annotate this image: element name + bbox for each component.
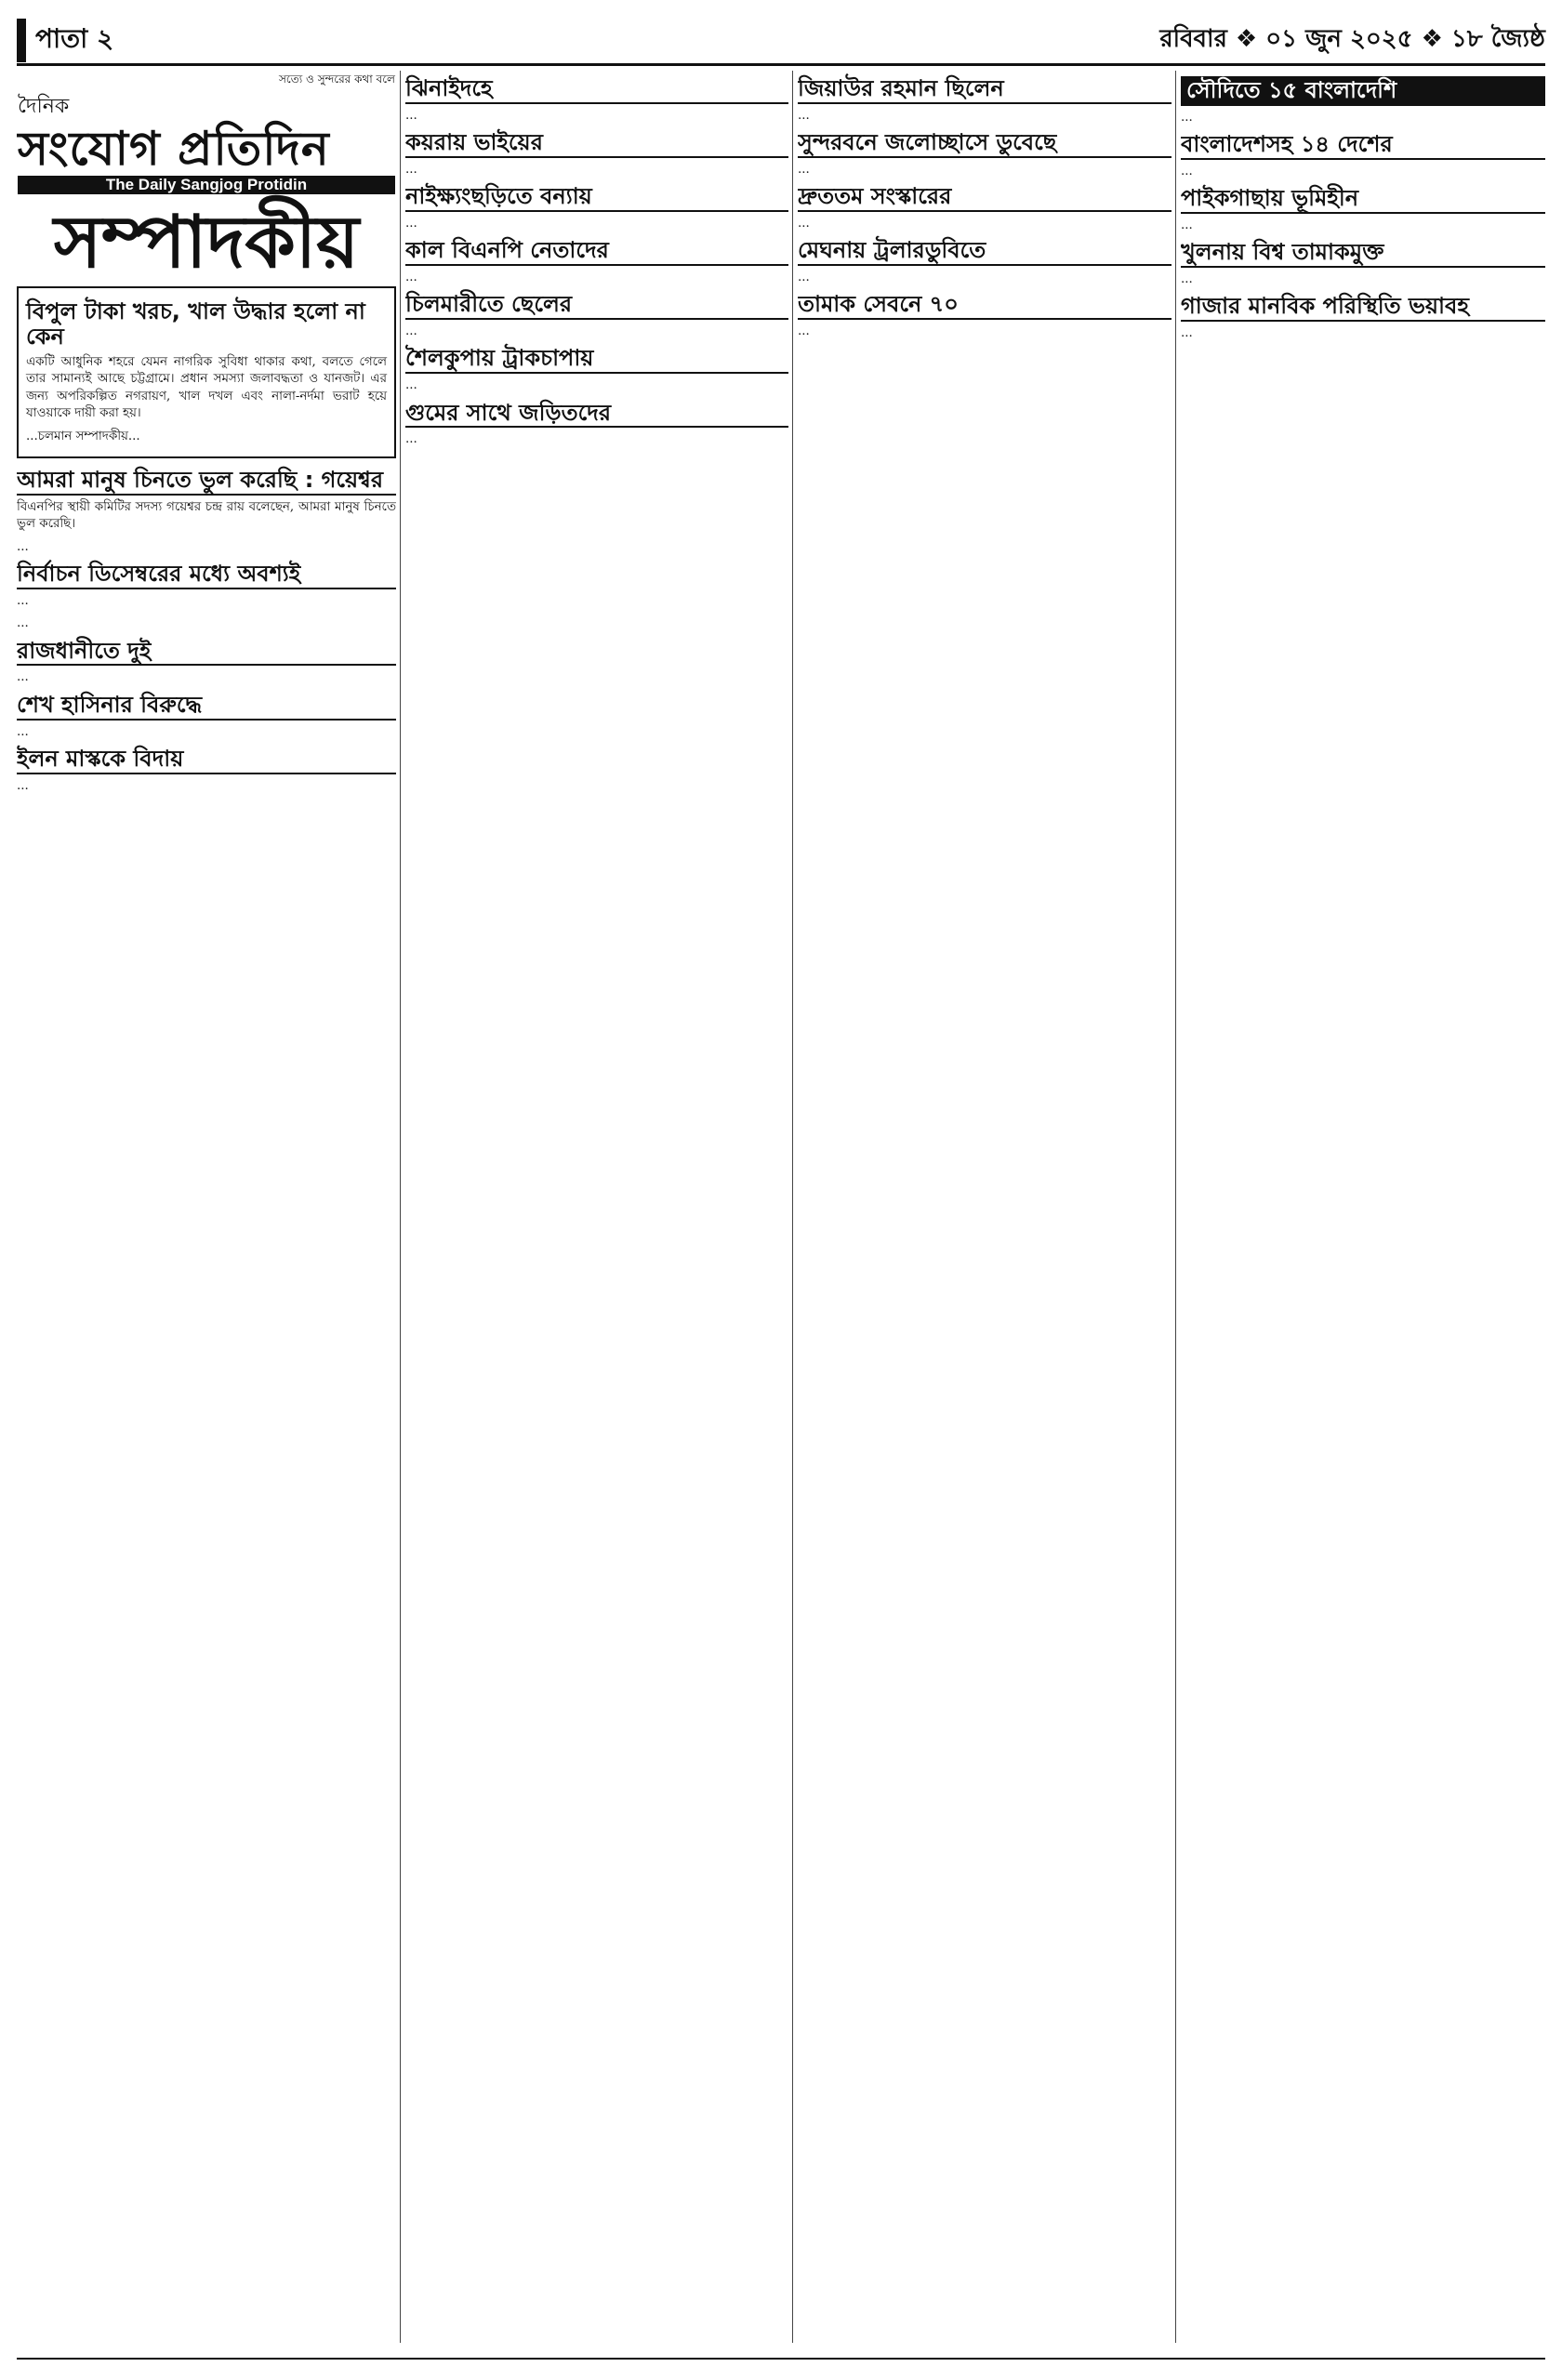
column-4 bbox=[1181, 71, 1545, 2343]
column-divider bbox=[792, 71, 793, 2343]
page-number: পাতা ২ bbox=[17, 19, 113, 62]
chilmari-p1: ... bbox=[405, 324, 417, 338]
kal-title: কাল বিএনপি নেতাদের bbox=[405, 238, 788, 266]
issue-date: রবিবার ❖ ০১ জুন ২০২৫ ❖ ১৮ জ্যৈষ্ঠ bbox=[1159, 25, 1545, 53]
capital-p1: ... bbox=[17, 670, 29, 685]
election-title: নির্বাচন ডিসেম্বরের মধ্যে অবশ্যই bbox=[17, 562, 396, 589]
meghna-p1: ... bbox=[798, 270, 810, 284]
page-bottom-rule bbox=[17, 2358, 1545, 2360]
shailkupa-p1: ... bbox=[405, 378, 417, 393]
election-p1: ... bbox=[17, 593, 29, 608]
column-divider bbox=[400, 71, 401, 2343]
editorial-p2: ...চলমান সম্পাদকীয়... bbox=[26, 429, 140, 443]
masthead-daily: দৈনিক bbox=[18, 95, 70, 118]
chilmari-title: চিলমারীতে ছেলের bbox=[405, 292, 788, 320]
naikhongchhari-title: নাইক্ষ্যংছড়িতে বন্যায় bbox=[405, 184, 788, 212]
koyra-p1: ... bbox=[405, 162, 417, 177]
page-header bbox=[17, 17, 1545, 66]
ziaur-title: জিয়াউর রহমান ছিলেন bbox=[798, 76, 1172, 104]
paikgachha-p1: ... bbox=[1181, 218, 1193, 232]
paikgachha-title: পাইকগাছায় ভূমিহীন bbox=[1181, 186, 1545, 214]
sundarban-p1: ... bbox=[798, 162, 810, 177]
column-divider bbox=[1175, 71, 1176, 2343]
tobacco70-p1: ... bbox=[798, 324, 810, 338]
gayeshwar-p1: বিএনপির স্থায়ী কমিটির সদস্য গয়েশ্বর চন্দ্র রায় বলেছেন, আমরা মানুষ চিনতে ভুল করেছি। bbox=[17, 499, 396, 532]
masthead-name: সংযোগ প্রতিদিন bbox=[18, 121, 330, 176]
khulna-p1: ... bbox=[1181, 271, 1193, 286]
naikhongchhari-p1: ... bbox=[405, 216, 417, 231]
saudi-p1: ... bbox=[1181, 110, 1193, 125]
jhinaidah-title: ঝিনাইদহে bbox=[405, 76, 788, 104]
gaza-p1: ... bbox=[1181, 325, 1193, 340]
meghna-title: মেঘনায় ট্রলারডুবিতে bbox=[798, 238, 1172, 266]
column-2 bbox=[405, 71, 788, 2343]
masthead-english: The Daily Sangjog Protidin bbox=[18, 176, 395, 194]
masthead-tagline: সত্যে ও সুন্দরের কথা বলে bbox=[279, 73, 395, 86]
masthead bbox=[17, 71, 396, 195]
saudi-title: সৌদিতে ১৫ বাংলাদেশি bbox=[1181, 76, 1545, 106]
column-1 bbox=[17, 71, 396, 2343]
editorial-section-title: সম্পাদকীয় bbox=[53, 199, 360, 284]
election-p2: ... bbox=[17, 616, 29, 631]
bangladesh14-p1: ... bbox=[1181, 164, 1193, 178]
gumer-title: গুমের সাথে জড়িতদের bbox=[405, 401, 788, 429]
khulna-title: খুলনায় বিশ্ব তামাকমুক্ত bbox=[1181, 240, 1545, 268]
ziaur-p1: ... bbox=[798, 108, 810, 123]
capital-title: রাজধানীতে দুই bbox=[17, 639, 396, 667]
gayeshwar-p2: ... bbox=[17, 539, 29, 554]
tobacco70-title: তামাক সেবনে ৭০ bbox=[798, 292, 1172, 320]
hasina-title: শেখ হাসিনার বিরুদ্ধে bbox=[17, 693, 396, 721]
reform-p1: ... bbox=[798, 216, 810, 231]
editorial-title: বিপুল টাকা খরচ, খাল উদ্ধার হলো না কেন bbox=[26, 298, 365, 350]
editorial-box bbox=[17, 286, 396, 459]
shailkupa-title: শৈলকুপায় ট্রাকচাপায় bbox=[405, 346, 788, 374]
koyra-title: কয়রায় ভাইয়ের bbox=[405, 130, 788, 158]
column-3 bbox=[798, 71, 1172, 2343]
elon-title: ইলন মাস্ককে বিদায় bbox=[17, 747, 396, 774]
bangladesh14-title: বাংলাদেশসহ ১৪ দেশের bbox=[1181, 132, 1545, 160]
gaza-title: গাজার মানবিক পরিস্থিতি ভয়াবহ bbox=[1181, 294, 1545, 322]
elon-p1: ... bbox=[17, 778, 29, 793]
sundarban-title: সুন্দরবনে জলোচ্ছাসে ডুবেছে bbox=[798, 130, 1172, 158]
gumer-p1: ... bbox=[405, 432, 417, 447]
hasina-p1: ... bbox=[17, 724, 29, 739]
jhinaidah-p1: ... bbox=[405, 108, 417, 123]
kal-p1: ... bbox=[405, 270, 417, 284]
gayeshwar-title: আমরা মানুষ চিনতে ভুল করেছি : গয়েশ্বর bbox=[17, 468, 396, 496]
editorial-p1: একটি আধুনিক শহরে যেমন নাগরিক সুবিধা থাকার কথা, বলতে গেলে তার সামান্যই আছে চট্টগ্রামে। প্রধান সমস্যা জলাবদ্ধতা ও যানজট। এর জন্য অপরিকল্পিত নগরায়ণ, খাল দখল এবং নালা-নর্দমা ভরাট হয়ে যাওয়াকে দায়ী করা হয়। bbox=[26, 354, 387, 421]
reform-title: দ্রুততম সংস্কারের bbox=[798, 184, 1172, 212]
